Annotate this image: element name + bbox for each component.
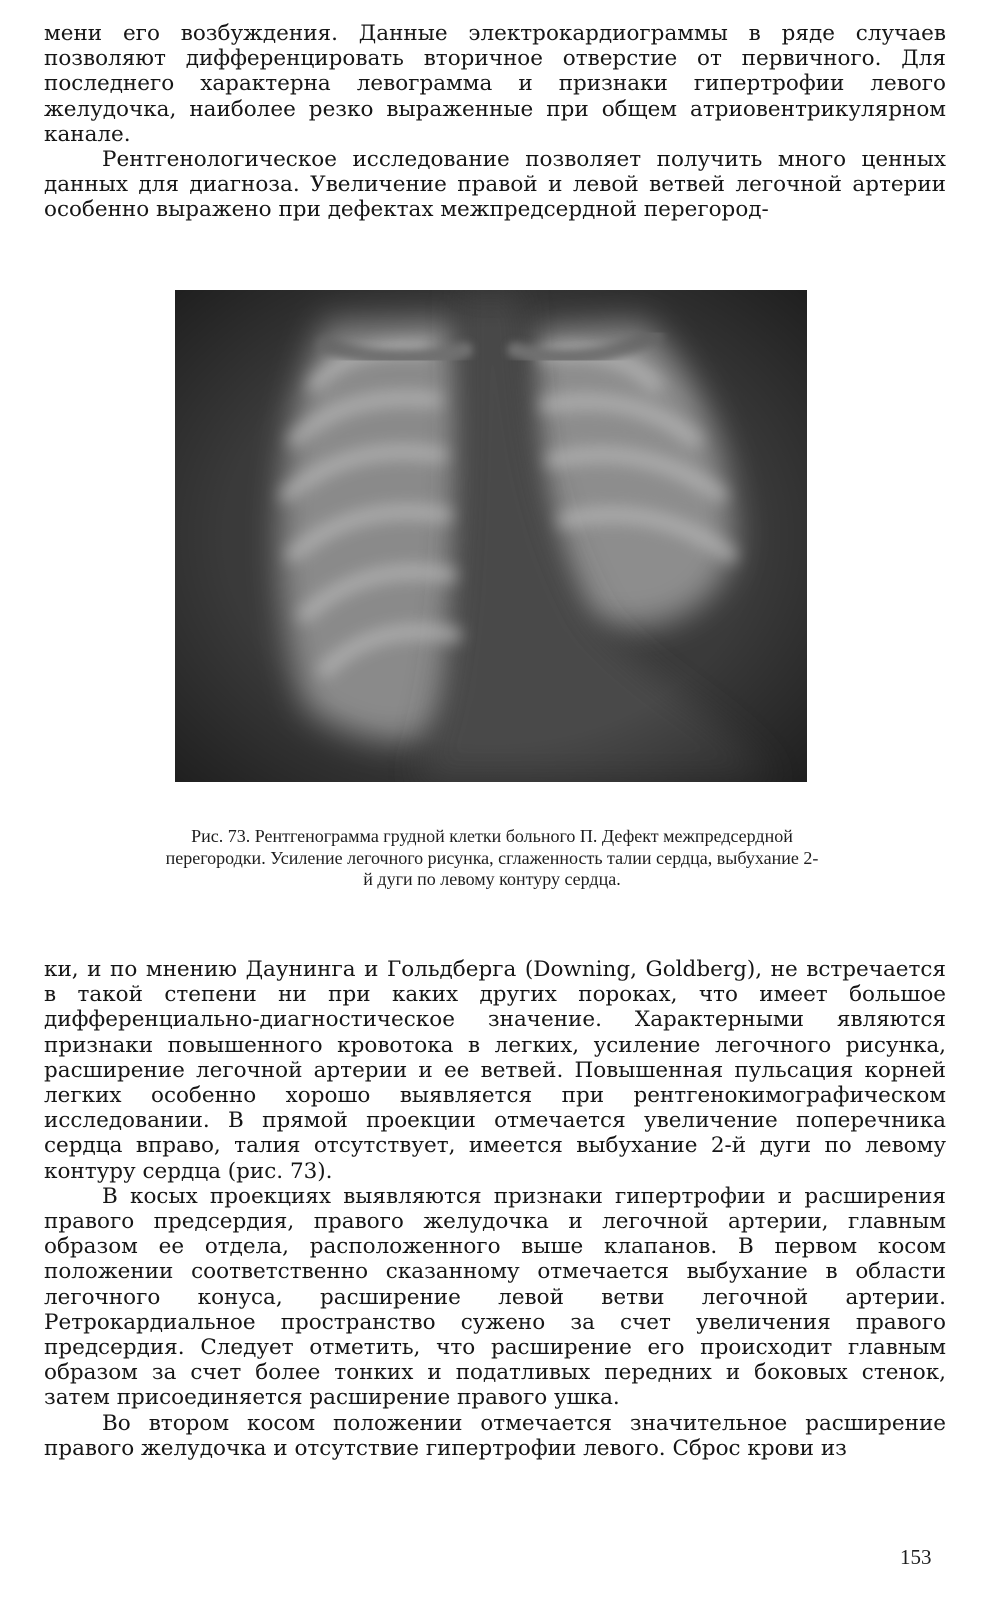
- paragraph: Рентгенологическое исследование позволяет получить много ценных данных для диагноза. Увеличение правой и левой ветвей легочной артерии особенно выражено при дефектах межпредсердной перегород-: [44, 147, 946, 223]
- page-number: 153: [900, 1545, 932, 1569]
- bottom-text-block: [44, 957, 946, 1461]
- top-text-block: [44, 21, 946, 223]
- paragraph: мени его возбуждения. Данные электрокардиограммы в ряде случаев позволяют дифференцировать вторичное отверстие от первичного. Для последнего характерна левограмма и признаки гипертрофии левого желудочка, наиболее резко выраженные при общем атриовентрикулярном канале.: [44, 21, 946, 147]
- paragraph: ки, и по мнению Даунинга и Гольдберга (Downing, Goldberg), не встречается в такой степени ни при каких других пороках, что имеет большое дифференциально-диагностическое значение. Характерными являются признаки повышенного кровотока в легких, усиление легочного рисунка, расширение легочной артерии и ее ветвей. Повышенная пульсация корней легких особенно хорошо выявляется при рентгенокимографическом исследовании. В прямой проекции отмечается увеличение поперечника сердца вправо, талия отсутствует, имеется выбухание 2-й дуги по левому контуру сердца (рис. 73).: [44, 957, 946, 1184]
- paragraph: Во втором косом положении отмечается значительное расширение правого желудочка и отсутствие гипертрофии левого. Сброс крови из: [44, 1410, 946, 1461]
- chest-xray-figure: [175, 290, 807, 782]
- paragraph: В косых проекциях выявляются признаки гипертрофии и расширения правого предсердия, правого желудочка и легочной артерии, главным образом ее отдела, расположенного выше клапанов. В первом косом положении соответственно сказанному отмечается выбухание в области легочного конуса, расширение левой ветви легочной артерии. Ретрокардиальное пространство сужено за счет увеличения правого предсердия. Следует отметить, что расширение его происходит главным образом за счет более тонких и податливых передних и боковых стенок, затем присоединяется расширение правого ушка.: [44, 1183, 946, 1411]
- figure-caption: Рис. 73. Рентгенограмма грудной клетки больного П. Дефект межпредсердной перегородки. Усиление легочного рисунка, сглаженность талии сердца, выбухание 2-й дуги по левому контуру сердца.: [165, 826, 819, 889]
